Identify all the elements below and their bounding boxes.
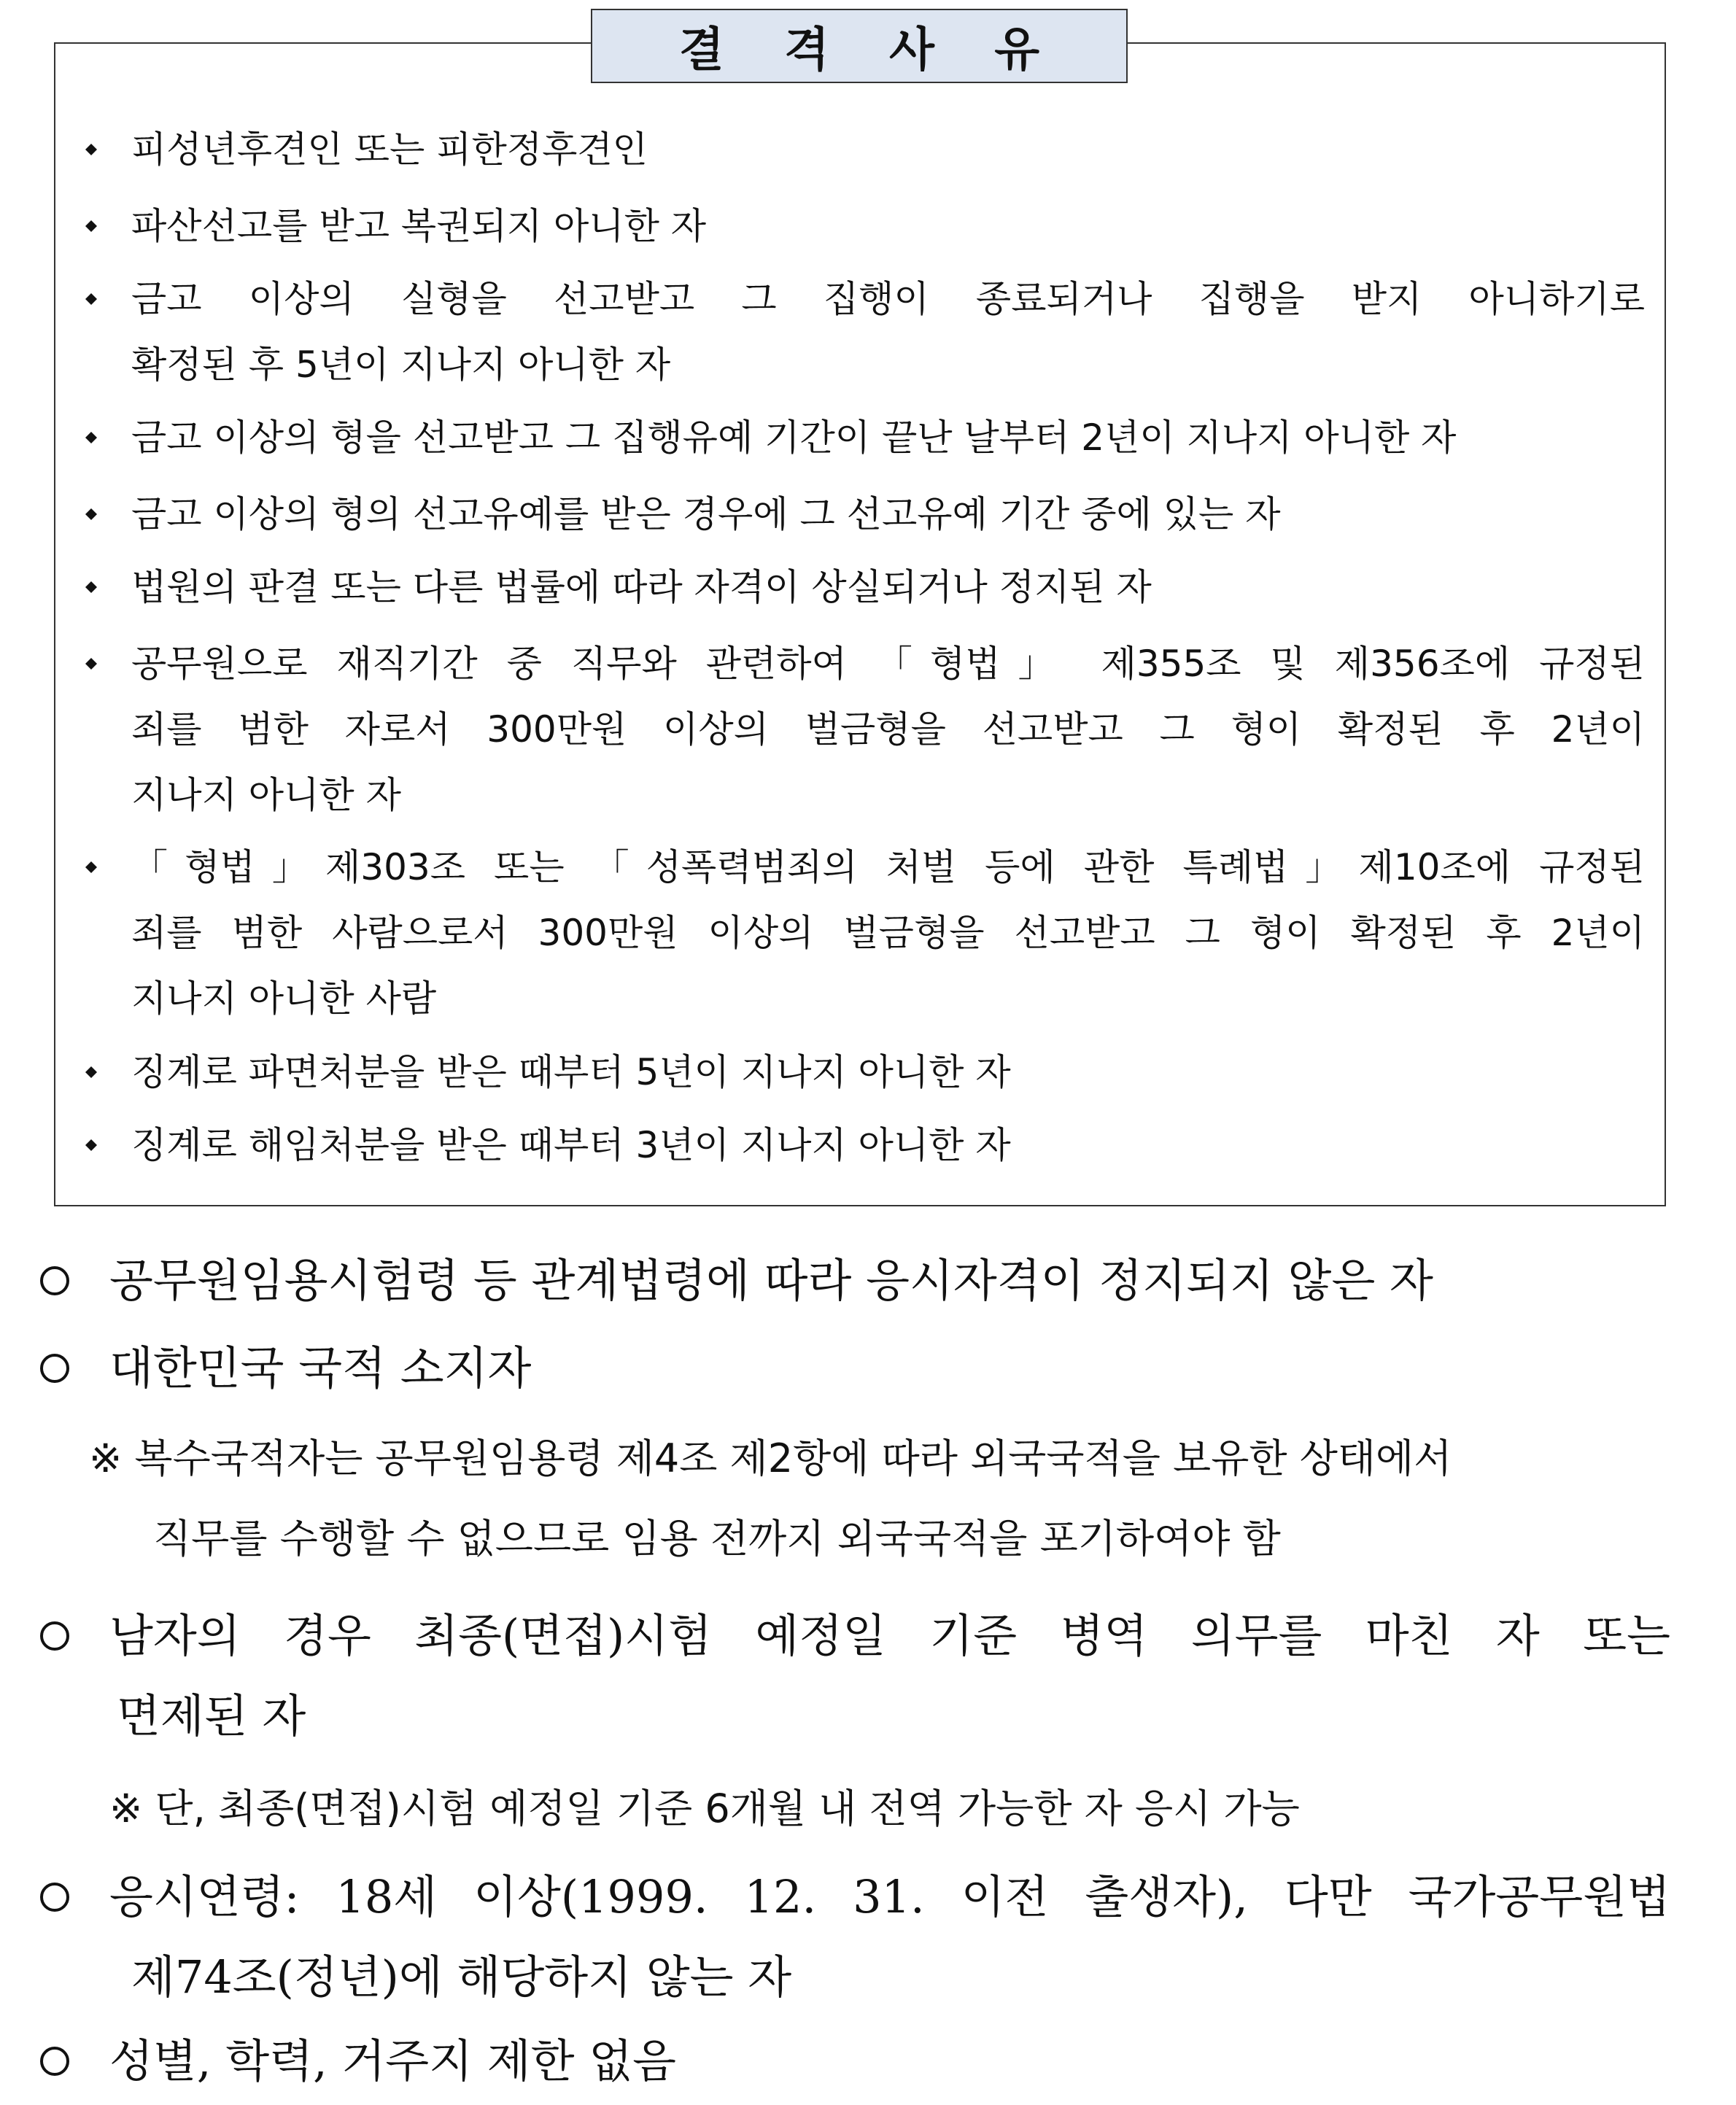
requirement-military-line-2: 면제된 자 bbox=[117, 1689, 306, 1742]
circle-bullet-icon bbox=[40, 2047, 69, 2076]
diamond-bullet-icon bbox=[84, 430, 98, 445]
diamond-bullet-icon bbox=[84, 580, 98, 594]
requirement-military-line-1: 남자의 경우 최종(면접)시험 예정일 기준 병역 의무를 마친 자 또는 bbox=[109, 1609, 1670, 1662]
diamond-bullet-icon bbox=[84, 292, 98, 306]
diamond-bullet-icon bbox=[84, 1065, 98, 1079]
diamond-bullet-icon bbox=[84, 507, 98, 522]
disqualification-text: 지나지 아니한 사람 bbox=[131, 977, 437, 1020]
requirement-no-limit: 성별, 학력, 거주지 제한 없음 bbox=[109, 2034, 677, 2087]
requirement-age-line-1: 응시연령: 18세 이상(1999. 12. 31. 이전 출생자), 다만 국가공무원법 bbox=[109, 1870, 1670, 1923]
disqualification-text: 금고 이상의 형을 선고받고 그 집행유예 기간이 끝난 날부터 2년이 지나지 아니한 자 bbox=[131, 416, 1457, 459]
disqualification-text: 징계로 해임처분을 받은 때부터 3년이 지나지 아니한 자 bbox=[131, 1124, 1011, 1166]
disqualification-title: 결 격 사 유 bbox=[591, 9, 1128, 83]
disqualification-text: 금고 이상의 형의 선고유예를 받은 경우에 그 선고유예 기간 중에 있는 자 bbox=[131, 493, 1281, 535]
disqualification-text: 금고 이상의 실형을 선고받고 그 집행이 종료되거나 집행을 받지 아니하기로 bbox=[131, 278, 1645, 320]
circle-bullet-icon bbox=[40, 1883, 69, 1912]
circle-bullet-icon bbox=[40, 1354, 69, 1383]
disqualification-text: 파산선고를 받고 복권되지 아니한 자 bbox=[131, 205, 707, 247]
disqualification-text: 죄를 범한 자로서 300만원 이상의 벌금형을 선고받고 그 형이 확정된 후 2년이 bbox=[131, 708, 1645, 751]
diamond-bullet-icon bbox=[84, 1138, 98, 1152]
nationality-note-line-2: 직무를 수행할 수 없으므로 임용 전까지 외국국적을 포기하여야 함 bbox=[153, 1516, 1281, 1562]
diamond-bullet-icon bbox=[84, 656, 98, 671]
circle-bullet-icon bbox=[40, 1621, 69, 1651]
disqualification-text: 확정된 후 5년이 지나지 아니한 자 bbox=[131, 344, 671, 386]
disqualification-text: 죄를 범한 사람으로서 300만원 이상의 벌금형을 선고받고 그 형이 확정된 후 2년이 bbox=[131, 912, 1645, 954]
disqualification-text: 피성년후견인 또는 피한정후견인 bbox=[131, 128, 648, 171]
requirement-exam-suspension: 공무원임용시험령 등 관계법령에 따라 응시자격이 정지되지 않은 자 bbox=[109, 1254, 1433, 1307]
circle-bullet-icon bbox=[40, 1266, 69, 1295]
requirement-age-line-2: 제74조(정년)에 해당하지 않는 자 bbox=[131, 1950, 792, 2004]
disqualification-text: 지나지 아니한 자 bbox=[131, 774, 401, 816]
disqualification-text: 「형법」제303조 또는 「성폭력범죄의 처벌 등에 관한 특례법」제10조에 규정된 bbox=[131, 846, 1645, 888]
diamond-bullet-icon bbox=[84, 860, 98, 875]
diamond-bullet-icon bbox=[84, 142, 98, 157]
diamond-bullet-icon bbox=[84, 219, 98, 233]
disqualification-text: 공무원으로 재직기간 중 직무와 관련하여 「형법」 제355조 및 제356조에 규정된 bbox=[131, 643, 1645, 685]
requirement-nationality: 대한민국 국적 소지자 bbox=[109, 1341, 532, 1395]
disqualification-text: 법원의 판결 또는 다른 법률에 따라 자격이 상실되거나 정지된 자 bbox=[131, 566, 1152, 608]
nationality-note-line-1: ※ 복수국적자는 공무원임용령 제4조 제2항에 따라 외국국적을 보유한 상태에서 bbox=[89, 1435, 1452, 1481]
military-note: ※ 단, 최종(면접)시험 예정일 기준 6개월 내 전역 가능한 자 응시 가능 bbox=[109, 1786, 1300, 1831]
disqualification-text: 징계로 파면처분을 받은 때부터 5년이 지나지 아니한 자 bbox=[131, 1051, 1011, 1093]
